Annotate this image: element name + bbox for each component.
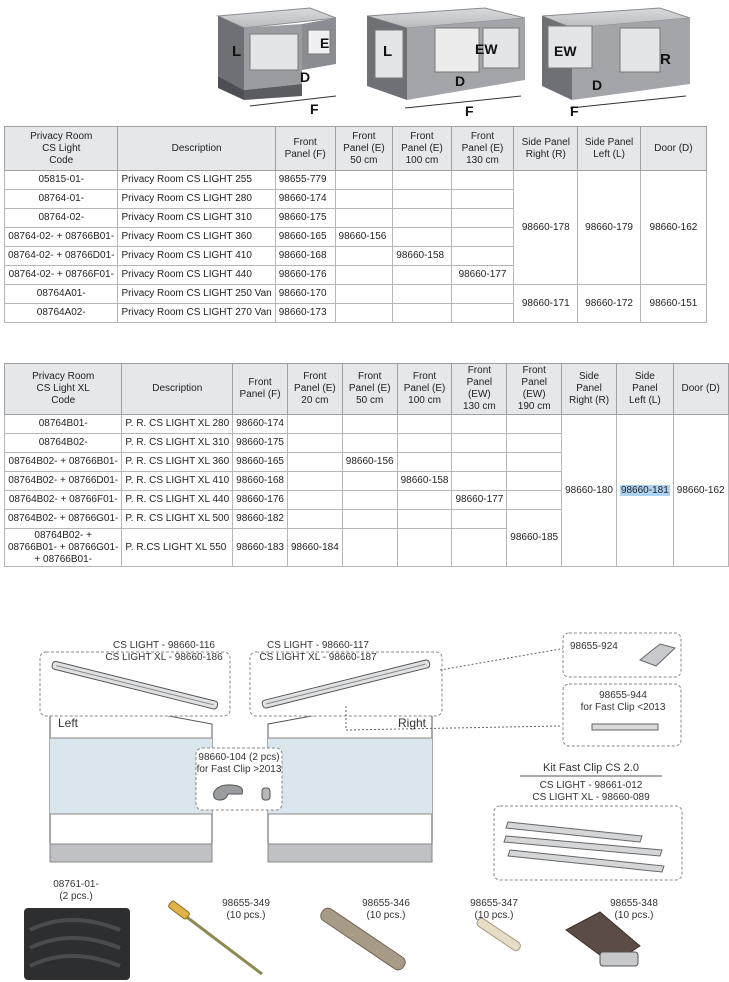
row-panel-ew130 — [452, 510, 507, 529]
row-description: Privacy Room CS LIGHT 310 — [118, 209, 275, 228]
table2-header-right-label: Side Panel Right (R) — [569, 371, 610, 406]
room-diagrams — [210, 4, 700, 122]
row-description: Privacy Room CS LIGHT 440 — [118, 266, 275, 285]
row-panel-e130 — [451, 209, 514, 228]
table2-header-ew190-label: Front Panel (EW) 190 cm — [517, 365, 551, 412]
clip-944-line2: for Fast Clip <2013 — [580, 702, 666, 713]
table2-header-right — [562, 364, 617, 415]
side-panel-left-group-a: 98660-179 — [578, 171, 641, 285]
row-code: 08764-02- + 08766F01- — [5, 266, 118, 285]
row-code: 08764A01- — [5, 285, 118, 304]
cs-light-xl-table — [4, 363, 729, 567]
table2-header-e100-label: Front Panel (E) 100 cm — [403, 371, 446, 406]
row-panel-ew190-empty — [507, 472, 562, 491]
part-98655-346-qty: (10 pcs.) — [366, 910, 406, 921]
row-panel-e130 — [451, 190, 514, 209]
kit-labels — [520, 780, 662, 804]
row-panel-ew190-empty — [507, 415, 562, 434]
rail-right-labels — [258, 640, 378, 664]
row-panel-e50 — [342, 434, 397, 453]
row-panel-ew190-empty — [507, 453, 562, 472]
part-08761-01-qty: (2 pcs.) — [59, 891, 93, 902]
part-98655-347-qty: (10 pcs.) — [474, 910, 514, 921]
row-description: P. R. CS LIGHT XL 410 — [122, 472, 233, 491]
side-panel-left — [616, 415, 673, 567]
row-panel-e100 — [397, 434, 452, 453]
table-row — [5, 285, 707, 304]
right-wall-skirt — [268, 844, 432, 862]
row-panel-ew130: 98660-177 — [452, 491, 507, 510]
table2-header-left-label: Side Panel Left (L) — [629, 371, 661, 406]
row-panel-e100: 98660-158 — [393, 247, 451, 266]
row-panel-e20 — [287, 453, 342, 472]
row-panel-e50 — [335, 209, 393, 228]
row-description: Privacy Room CS LIGHT 360 — [118, 228, 275, 247]
table-row — [5, 171, 707, 190]
table2-header-code — [5, 364, 122, 415]
side-panel-left-group-b: 98660-172 — [578, 285, 641, 323]
row-description: P. R.CS LIGHT XL 550 — [122, 529, 233, 567]
table2-header-f — [233, 364, 288, 415]
part-08761-01-code: 08761-01- — [53, 879, 99, 890]
side-panel-right-group-a: 98660-178 — [514, 171, 578, 285]
table1-header-e100-label: Front Panel (E) 100 cm — [401, 130, 443, 166]
part-98655-347-image — [475, 917, 521, 952]
table2-header-left — [616, 364, 673, 415]
rail-left-line1: CS LIGHT - 98660-116 — [113, 640, 215, 651]
row-code: 08764B02- + 08766B01- + 08766G01- + 08766B01- — [5, 529, 122, 567]
row-front-panel: 98660-176 — [233, 491, 288, 510]
row-panel-e100 — [397, 529, 452, 567]
table2-header-row — [5, 364, 729, 415]
row-panel-ew130 — [452, 453, 507, 472]
row-panel-e50 — [335, 285, 393, 304]
table2-header-door-label: Door (D) — [681, 383, 720, 394]
part-08761-01-labels — [46, 879, 106, 903]
row-front-panel: 98660-176 — [275, 266, 335, 285]
table1-header-e50 — [335, 127, 393, 171]
table1-header-left-label: Side Panel Left (L) — [584, 136, 634, 160]
row-front-panel: 98655-779 — [275, 171, 335, 190]
rail-left-line2: CS LIGHT XL - 98660-186 — [105, 652, 223, 663]
row-panel-e50 — [335, 190, 393, 209]
row-panel-e100 — [397, 510, 452, 529]
side-panel-right: 98660-180 — [562, 415, 617, 567]
part-98655-346-code: 98655-346 — [362, 898, 410, 909]
parts-diagram — [0, 630, 710, 982]
table2-header-ew130-label: Front Panel (EW) 130 cm — [462, 365, 496, 412]
door-group-a: 98660-162 — [640, 171, 706, 285]
table1-header-left — [578, 127, 641, 171]
row-panel-e20 — [287, 491, 342, 510]
diagram-1-front-label: F — [310, 101, 319, 117]
row-description: Privacy Room CS LIGHT 280 — [118, 190, 275, 209]
diagram-2-left-label: L — [383, 43, 393, 60]
row-front-panel: 98660-175 — [233, 434, 288, 453]
diagram-3-front-label: F — [570, 103, 579, 119]
row-panel-e100: 98660-158 — [397, 472, 452, 491]
door: 98660-162 — [673, 415, 728, 567]
row-front-panel: 98660-165 — [275, 228, 335, 247]
table1-header-desc — [118, 127, 275, 171]
kit-title: Kit Fast Clip CS 2.0 — [543, 762, 639, 774]
row-panel-e130 — [451, 247, 514, 266]
rail-left-labels — [104, 640, 224, 664]
table1-header-row — [5, 127, 707, 171]
row-panel-ew190-empty — [507, 434, 562, 453]
row-code: 08764B02- + 08766G01- — [5, 510, 122, 529]
row-panel-e20: 98660-184 — [287, 529, 342, 567]
row-panel-e20 — [287, 510, 342, 529]
cs-light-table — [4, 126, 707, 323]
row-panel-e100 — [393, 190, 451, 209]
door-group-b: 98660-151 — [640, 285, 706, 323]
row-description: P. R. CS LIGHT XL 440 — [122, 491, 233, 510]
table1-header-f-label: Front Panel (F) — [284, 136, 326, 160]
table2-header-e20 — [287, 364, 342, 415]
row-panel-e100 — [393, 209, 451, 228]
row-panel-e50 — [342, 529, 397, 567]
row-description: Privacy Room CS LIGHT 410 — [118, 247, 275, 266]
row-code: 08764-02- — [5, 209, 118, 228]
diagram-1-depth-label: D — [300, 69, 311, 85]
table2-header-ew130 — [452, 364, 507, 415]
row-panel-e50 — [335, 247, 393, 266]
row-panel-e20 — [287, 472, 342, 491]
clip-944-icon — [592, 724, 658, 730]
table2-header-e100 — [397, 364, 452, 415]
row-front-panel: 98660-173 — [275, 304, 335, 323]
row-panel-e100 — [397, 415, 452, 434]
part-98655-346-labels — [356, 898, 416, 922]
diagram-2-depth-label: D — [455, 73, 466, 89]
right-wall-window — [268, 738, 432, 814]
row-description: P. R. CS LIGHT XL 360 — [122, 453, 233, 472]
table1-header-e130 — [451, 127, 514, 171]
row-panel-e50: 98660-156 — [335, 228, 393, 247]
row-panel-e100 — [393, 228, 451, 247]
row-code: 08764A02- — [5, 304, 118, 323]
table1-header-door — [640, 127, 706, 171]
row-panel-e130 — [451, 171, 514, 190]
row-description: Privacy Room CS LIGHT 250 Van — [118, 285, 275, 304]
row-panel-e50: 98660-156 — [342, 453, 397, 472]
table2-header-f-label: Front Panel (F) — [239, 377, 281, 400]
row-panel-e50 — [342, 491, 397, 510]
row-description: P. R. CS LIGHT XL 500 — [122, 510, 233, 529]
part-98655-348-qty: (10 pcs.) — [614, 910, 654, 921]
table2-header-door — [673, 364, 728, 415]
table1-header-f — [275, 127, 335, 171]
row-code: 08764B02- + 08766F01- — [5, 491, 122, 510]
side-panel-right-group-b: 98660-171 — [514, 285, 578, 323]
row-panel-e130: 98660-177 — [451, 266, 514, 285]
row-panel-ew130 — [452, 415, 507, 434]
rail-right-line2: CS LIGHT XL - 98660-187 — [259, 652, 377, 663]
side-panel-left-selected[interactable]: 98660-181 — [620, 484, 669, 496]
diagram-2 — [367, 8, 525, 119]
row-panel-ew130 — [452, 434, 507, 453]
part-98655-349-qty: (10 pcs.) — [226, 910, 266, 921]
table2-header-e50 — [342, 364, 397, 415]
diagram-2-front-label: F — [465, 103, 474, 119]
table1-header-e130-label: Front Panel (E) 130 cm — [461, 130, 504, 166]
part-98655-347-labels — [464, 898, 524, 922]
row-panel-e20 — [287, 434, 342, 453]
diagram-3-left-label: EW — [554, 43, 577, 59]
row-panel-e50 — [335, 266, 393, 285]
row-panel-e50 — [342, 472, 397, 491]
row-panel-ew130 — [452, 472, 507, 491]
table1-header-code — [5, 127, 118, 171]
table2-header-e20-label: Front Panel (E) 20 cm — [294, 371, 336, 406]
clip-104-labels — [196, 752, 282, 776]
table2-header-desc-label: Description — [152, 383, 203, 394]
row-description: Privacy Room CS LIGHT 270 Van — [118, 304, 275, 323]
row-panel-e100 — [393, 266, 451, 285]
clip-924-label: 98655-924 — [570, 641, 618, 652]
row-code: 08764B02- — [5, 434, 122, 453]
row-panel-e50 — [335, 171, 393, 190]
row-front-panel: 98660-174 — [275, 190, 335, 209]
part-98655-347-code: 98655-347 — [470, 898, 518, 909]
row-panel-e130 — [451, 228, 514, 247]
part-98655-349-labels — [216, 898, 276, 922]
table-row — [5, 415, 729, 434]
clip-944-labels — [573, 690, 673, 714]
row-code: 08764B02- + 08766D01- — [5, 472, 122, 491]
row-code: 08764-01- — [5, 190, 118, 209]
diagram-3 — [542, 8, 690, 119]
part-08761-01-image — [24, 908, 130, 980]
row-panel-e50 — [342, 510, 397, 529]
row-panel-e50 — [342, 415, 397, 434]
row-front-panel: 98660-165 — [233, 453, 288, 472]
diagram-3-depth-label: D — [592, 77, 603, 93]
row-panel-e100 — [397, 453, 452, 472]
table1-header-e100 — [393, 127, 451, 171]
row-code: 08764-02- + 08766D01- — [5, 247, 118, 266]
table1-header-right-label: Side Panel Right (R) — [521, 136, 570, 160]
part-98655-348-labels — [604, 898, 664, 922]
clip-104-line1: 98660-104 (2 pcs) — [198, 752, 280, 763]
table2-header-ew190 — [507, 364, 562, 415]
row-code: 08764-02- + 08766B01- — [5, 228, 118, 247]
kit-line1: CS LIGHT - 98661-012 — [539, 780, 643, 791]
row-panel-e100 — [393, 171, 451, 190]
row-code: 08764B01- — [5, 415, 122, 434]
row-panel-e20 — [287, 415, 342, 434]
table1-header-code-label: Privacy Room CS Light Code — [30, 130, 93, 166]
row-description: P. R. CS LIGHT XL 280 — [122, 415, 233, 434]
row-panel-e130 — [451, 304, 514, 323]
table2-header-code-label: Privacy Room CS Light XL Code — [32, 371, 95, 406]
kit-line2: CS LIGHT XL - 98660-089 — [532, 792, 650, 803]
table1-header-desc-label: Description — [171, 142, 222, 154]
row-panel-ew130 — [452, 529, 507, 567]
row-code: 05815-01- — [5, 171, 118, 190]
wall-left-label: Left — [58, 716, 79, 730]
row-code: 08764B02- + 08766B01- — [5, 453, 122, 472]
left-wall-window — [50, 738, 212, 814]
diagram-2-right-label: EW — [475, 41, 498, 57]
row-panel-e100 — [397, 491, 452, 510]
table1-header-e50-label: Front Panel (E) 50 cm — [343, 130, 385, 166]
row-panel-e50 — [335, 304, 393, 323]
clip-944-line1: 98655-944 — [599, 690, 647, 701]
table2-header-e50-label: Front Panel (E) 50 cm — [348, 371, 391, 406]
part-98655-348-code: 98655-348 — [610, 898, 658, 909]
row-front-panel: 98660-174 — [233, 415, 288, 434]
row-front-panel: 98660-182 — [233, 510, 288, 529]
row-panel-e130 — [451, 285, 514, 304]
row-description: Privacy Room CS LIGHT 255 — [118, 171, 275, 190]
row-panel-ew190-empty — [507, 491, 562, 510]
table2-header-desc — [122, 364, 233, 415]
left-wall-skirt — [50, 844, 212, 862]
row-front-panel: 98660-168 — [233, 472, 288, 491]
row-front-panel: 98660-183 — [233, 529, 288, 567]
diagram-3-right-label: R — [660, 51, 671, 68]
table1-header-door-label: Door (D) — [654, 142, 693, 154]
diagram-1-left-label: L — [232, 43, 242, 60]
clip-104-line2: for Fast Clip >2013 — [196, 764, 282, 775]
row-front-panel: 98660-175 — [275, 209, 335, 228]
row-panel-e100 — [393, 304, 451, 323]
row-front-panel: 98660-170 — [275, 285, 335, 304]
rail-right-line1: CS LIGHT - 98660-117 — [267, 640, 369, 651]
diagram-1 — [218, 8, 336, 117]
part-98655-349-code: 98655-349 — [222, 898, 270, 909]
wall-right-label: Right — [398, 716, 427, 730]
table1-header-right — [514, 127, 578, 171]
row-front-panel: 98660-168 — [275, 247, 335, 266]
row-description: P. R. CS LIGHT XL 310 — [122, 434, 233, 453]
row-panel-e100 — [393, 285, 451, 304]
panel-ew190-merged: 98660-185 — [507, 510, 562, 567]
diagram-1-right-label: E — [320, 35, 330, 51]
